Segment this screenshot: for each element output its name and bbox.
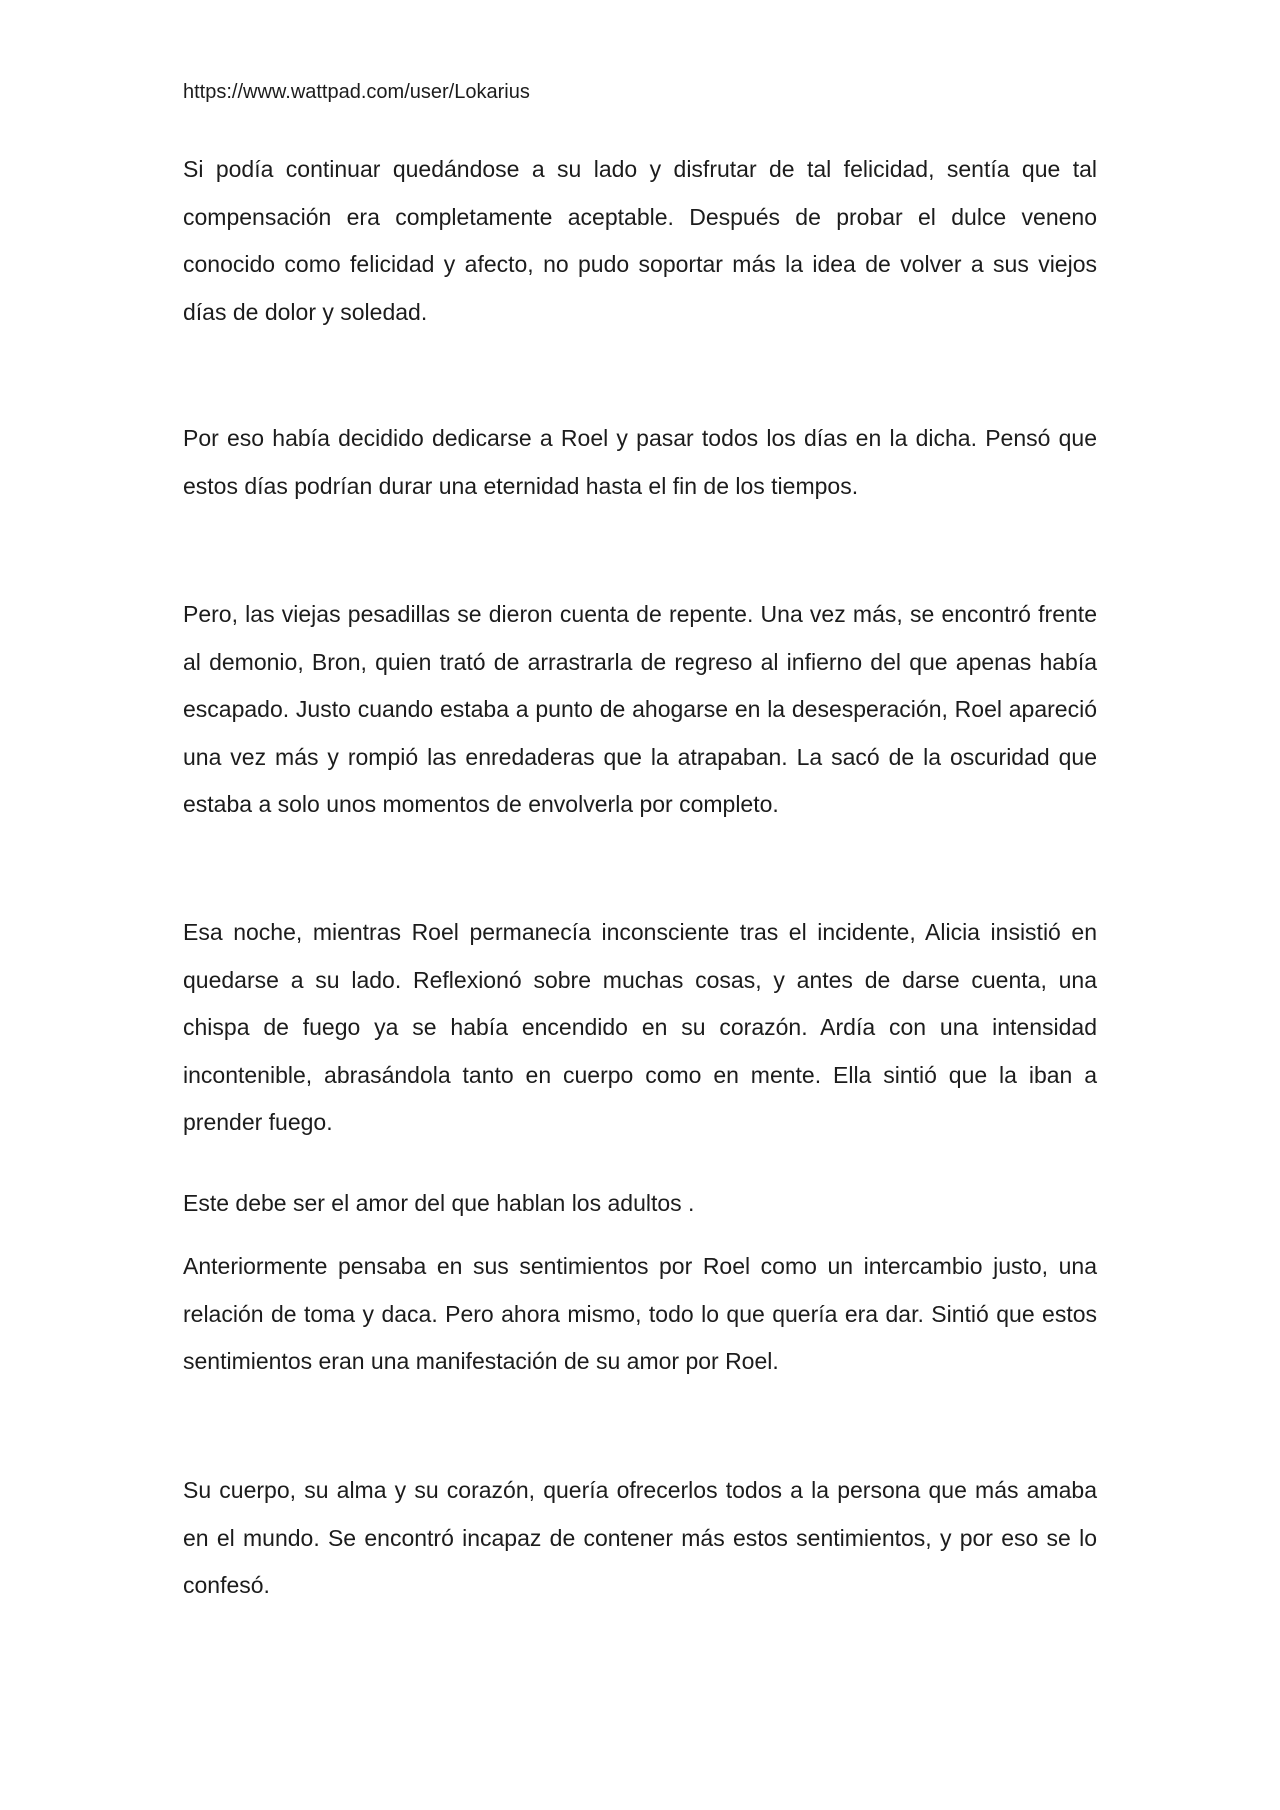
paragraph-4: Esa noche, mientras Roel permanecía inconsciente tras el incidente, Alicia insistió en quedarse a su lado. Reflexionó sobre muchas cosas, y antes de darse cuenta, una chispa de fuego ya se había encendido en su corazón. Ardía con una intensidad incontenible, abrasándola tanto en cuerpo como en mente. Ella sintió que la iban a prender fuego.	[183, 919, 1097, 1135]
paragraph-6: Anteriormente pensaba en sus sentimientos por Roel como un intercambio justo, una relación de toma y daca. Pero ahora mismo, todo lo que quería era dar. Sintió que estos sentimientos eran una manifestación de su amor por Roel.	[183, 1253, 1097, 1374]
paragraph-7: Su cuerpo, su alma y su corazón, quería ofrecerlos todos a la persona que más amaba en el mundo. Se encontró incapaz de contener más estos sentimientos, y por eso se lo confesó.	[183, 1477, 1097, 1598]
paragraph-3: Pero, las viejas pesadillas se dieron cuenta de repente. Una vez más, se encontró frente al demonio, Bron, quien trató de arrastrarla de regreso al infierno del que apenas había escapado. Justo cuando estaba a punto de ahogarse en la desesperación, Roel apareció una vez más y rompió las enredaderas que la atrapaban. La sacó de la oscuridad que estaba a solo unos momentos de envolverla por completo.	[183, 601, 1097, 817]
paragraph-5: Este debe ser el amor del que hablan los adultos .	[183, 1190, 695, 1216]
paragraph-2: Por eso había decidido dedicarse a Roel y pasar todos los días en la dicha. Pensó que estos días podrían durar una eternidad hasta el fin de los tiempos.	[183, 425, 1097, 499]
header-url: https://www.wattpad.com/user/Lokarius	[183, 81, 530, 103]
paragraph-1: Si podía continuar quedándose a su lado y disfrutar de tal felicidad, sentía que tal compensación era completamente aceptable. Después de probar el dulce veneno conocido como felicidad y afecto, no pudo soportar más la idea de volver a sus viejos días de dolor y soledad.	[183, 156, 1097, 325]
